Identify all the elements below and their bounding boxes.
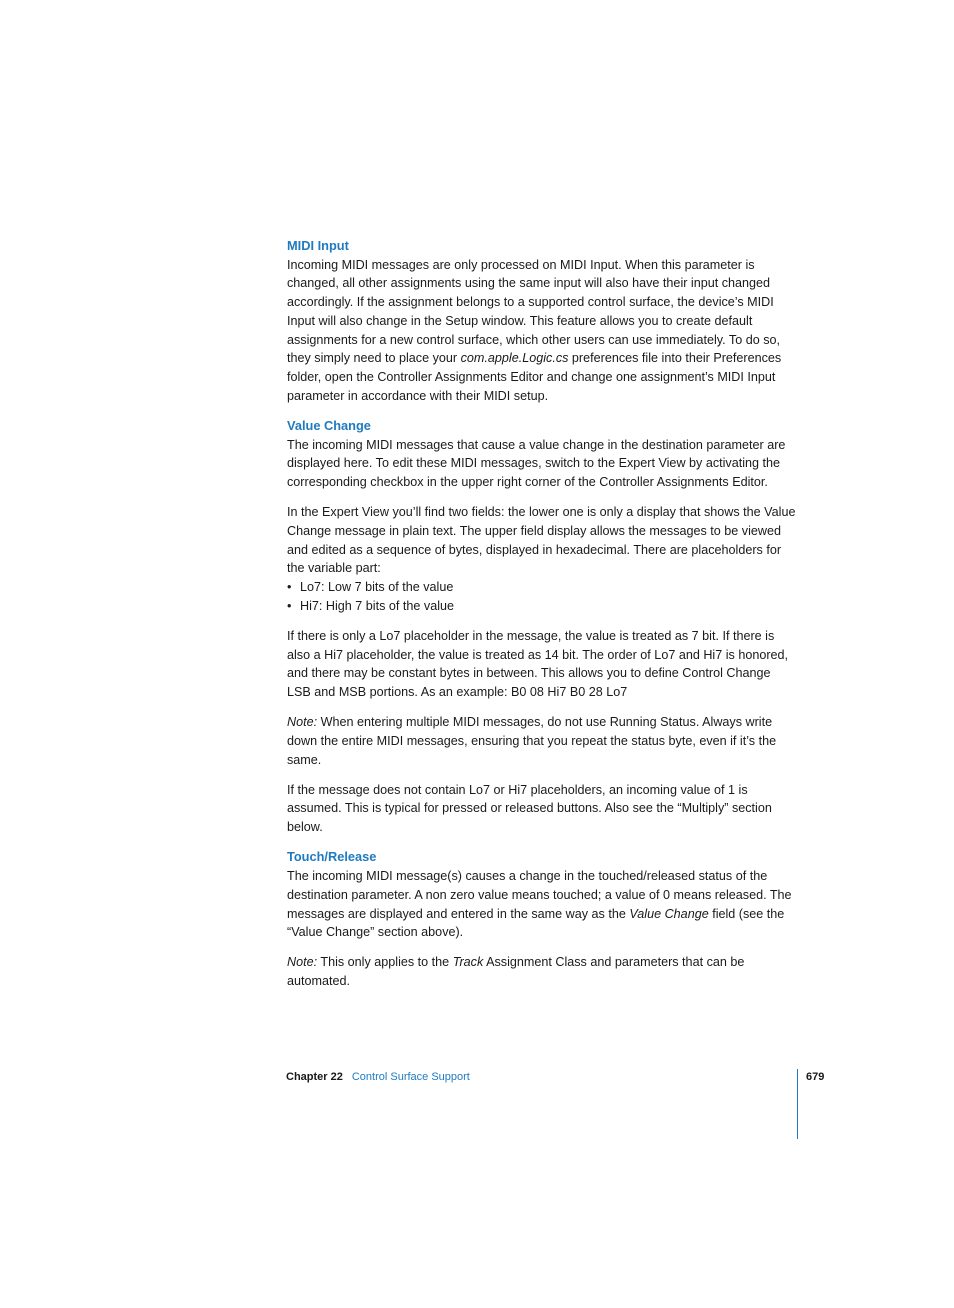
paragraph-value-change-1: The incoming MIDI messages that cause a value change in the destination parameter are displayed here. To edit these MIDI messages, switch to the Expert View by activating the corresponding checkbox in the upper right corner of the Controller Assignments Editor.: [287, 437, 786, 489]
italic-class-name: Track: [452, 955, 484, 970]
page-body: [287, 237, 797, 1002]
page-number: 679: [806, 1071, 825, 1083]
section-touch-release: [287, 848, 797, 990]
paragraph-midi-input: [287, 256, 797, 406]
heading-value-change: Value Change: [287, 417, 371, 433]
note-text: Assignment Class and parameters that can be automated.: [287, 955, 745, 989]
paragraph-value-change-4: If the message does not contain Lo7 or Hi7 placeholders, an incoming value of 1 is assumed. This is typical for pressed or released buttons. Also see the “Multiply” section below.: [287, 782, 772, 835]
paragraph-text: field (see the “Value Change” section above).: [287, 906, 785, 940]
note-text: When entering multiple MIDI messages, do not use Running Status. Always write down the entire MIDI messages, ensuring that you repeat the status byte, even if it’s the same.: [287, 715, 777, 767]
list-item: • Hi7: High 7 bits of the value: [287, 597, 797, 616]
note-text: This only applies to the: [317, 955, 453, 970]
page-footer: [286, 1069, 470, 1085]
note-label: Note:: [287, 715, 318, 730]
section-value-change: [287, 417, 797, 837]
footer-chapter: Chapter 22: [286, 1071, 343, 1083]
footer-divider: [797, 1069, 798, 1139]
note-touch-release: [287, 953, 797, 990]
paragraph-text: The incoming MIDI message(s) causes a change in the touched/released status of the destination parameter. A non zero value means touched; a value of 0 means released. The messages are displayed and entered in the same way as the: [287, 869, 792, 921]
section-midi-input: [287, 237, 797, 405]
paragraph-touch-release: [287, 867, 797, 942]
paragraph-value-change-3: If there is only a Lo7 placeholder in the message, the value is treated as 7 bit. If there is also a Hi7 placeholder, the value is treated as 14 bit. The order of Lo7 and Hi7 is honored, and there may be constant bytes in between. This allows you to define Control Change LSB and MSB portions. As an example: B0 08 Hi7 B0 28 Lo7: [287, 628, 789, 699]
italic-filename: com.apple.Logic.cs: [460, 351, 569, 366]
paragraph-text: preferences file into their Preferences folder, open the Controller Assignments Editor and change one assignment’s MIDI Input parameter in accordance with their MIDI setup.: [287, 351, 782, 403]
heading-touch-release: Touch/Release: [287, 849, 377, 865]
note-label: Note:: [287, 955, 318, 970]
italic-field-name: Value Change: [629, 906, 709, 921]
paragraph-text: Incoming MIDI messages are only processed on MIDI Input. When this parameter is changed, all other assignments using the same input will also have their input changed accordingly. If the assignment belongs to a supported control surface, the device’s MIDI Input will also change in the Setup window. This feature allows you to create default assignments for a new control surface, which other users can use immediately. To do so, they simply need to place your: [287, 257, 781, 366]
footer-chapter-title: Control Surface Support: [351, 1071, 470, 1083]
list-item: • Lo7: Low 7 bits of the value: [287, 578, 797, 597]
note-value-change: [287, 713, 797, 769]
paragraph-value-change-2: In the Expert View you’ll find two fields: the lower one is only a display that shows the Value Change message in plain text. The upper field display allows the messages to be viewed and edited as a sequence of bytes, displayed in hexadecimal. There are placeholders for the variable part:: [287, 505, 796, 576]
heading-midi-input: MIDI Input: [287, 238, 349, 253]
placeholder-list: [287, 578, 797, 615]
